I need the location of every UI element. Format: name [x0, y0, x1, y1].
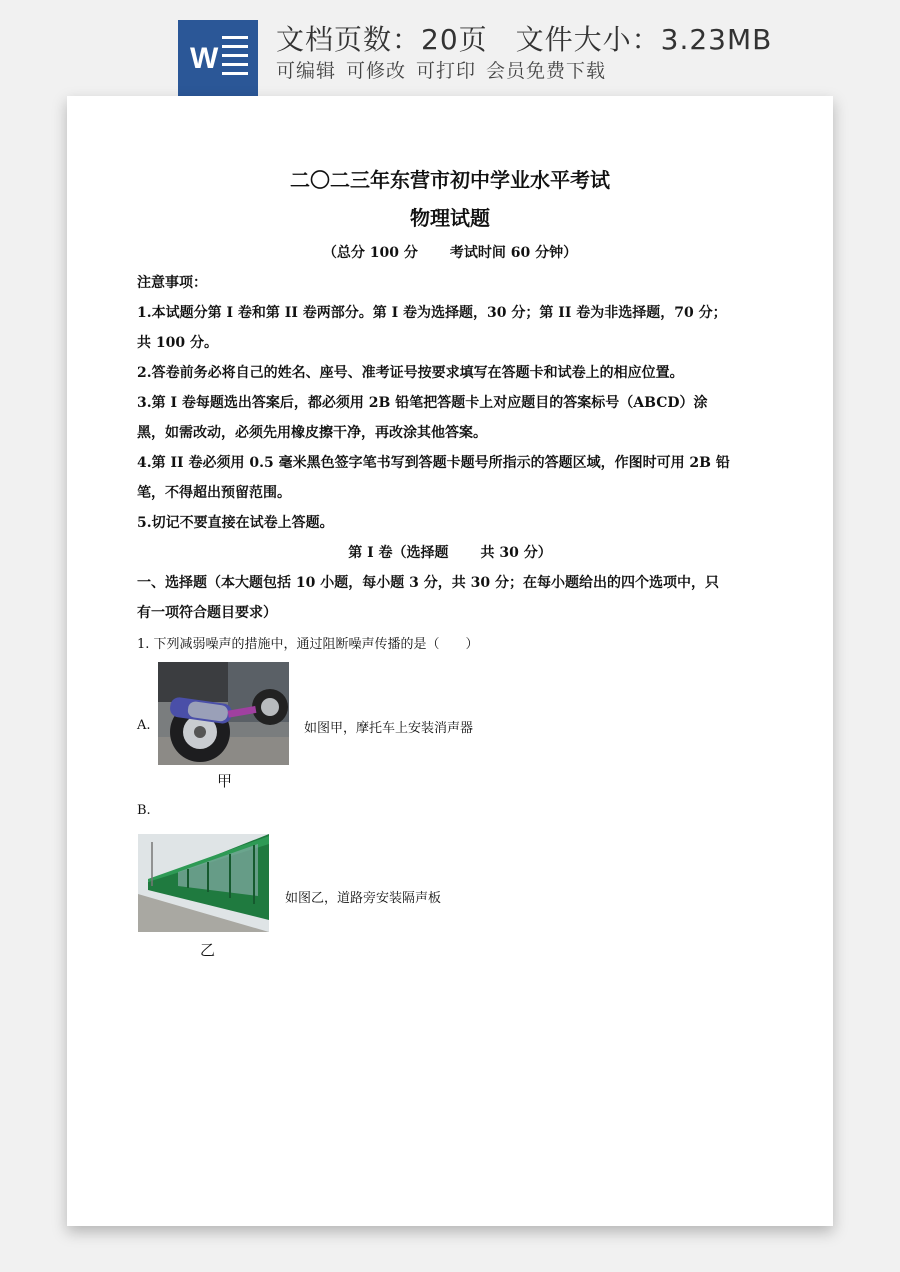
question-1: 1. 下列减弱噪声的措施中，通过阻断噪声传播的是（ ）: [137, 637, 479, 652]
sound-barrier-image: [138, 834, 269, 932]
note-line: 2.答卷前务必将自己的姓名、座号、准考证号按要求填写在答题卡和试卷上的相应位置。: [137, 365, 684, 381]
feature-editable: 可编辑: [276, 60, 337, 82]
feature-printable: 可打印: [416, 60, 477, 82]
section-heading: [67, 542, 833, 562]
note-line: 黑，如需改动，必须先用橡皮擦干净，再改涂其他答案。: [137, 425, 487, 441]
notice-heading: 注意事项：: [137, 275, 207, 291]
total-score: （总分 100 分: [322, 245, 418, 261]
note-line: 4.第 II 卷必须用 0.5 毫米黑色签字笔书写到答题卡题号所指示的答题区域，作图时可用 2B 铅: [137, 455, 730, 471]
note-line: 共 100 分。: [137, 335, 218, 351]
page-count: 文档页数：20页: [276, 23, 488, 56]
exam-info: [67, 242, 833, 262]
mc-intro: 有一项符合题目要求）: [137, 605, 277, 621]
feature-free-download: 会员免费下载: [486, 60, 607, 82]
option-a-caption: 甲: [217, 772, 233, 790]
note-line: 笔，不得超出预留范围。: [137, 485, 291, 501]
mc-intro: 一、选择题（本大题包括 10 小题，每小题 3 分，共 30 分；在每小题给出的四个选项中，只: [137, 575, 719, 591]
file-size: 文件大小：3.23MB: [515, 23, 773, 56]
section-title: 第 I 卷（选择题: [348, 545, 449, 561]
exam-title: 二〇二三年东营市初中学业水平考试: [290, 168, 610, 192]
download-banner: [0, 0, 900, 96]
document-page: [67, 96, 833, 1226]
note-line: 5.切记不要直接在试卷上答题。: [137, 515, 334, 531]
exam-subject: 物理试题: [410, 206, 490, 230]
note-line: 1.本试题分第 I 卷和第 II 卷两部分。第 I 卷为选择题，30 分；第 II 卷为非选择题，70 分；: [137, 305, 727, 321]
exam-time: 考试时间 60 分钟）: [449, 245, 578, 261]
motorcycle-muffler-image: [158, 662, 289, 765]
option-b-label: B.: [137, 803, 151, 818]
option-a-text: 如图甲，摩托车上安装消声器: [304, 721, 474, 736]
word-doc-icon: W: [178, 20, 258, 96]
feature-modifiable: 可修改: [346, 60, 407, 82]
section-score: 共 30 分）: [480, 545, 552, 561]
option-b-caption: 乙: [200, 941, 216, 959]
option-a-label: A.: [137, 718, 151, 733]
feature-list: [276, 56, 616, 83]
doc-meta: [276, 18, 772, 58]
note-line: 3.第 I 卷每题选出答案后，都必须用 2B 铅笔把答题卡上对应题目的答案标号（ABCD）涂: [137, 395, 708, 411]
option-b-text: 如图乙，道路旁安装隔声板: [285, 891, 442, 906]
